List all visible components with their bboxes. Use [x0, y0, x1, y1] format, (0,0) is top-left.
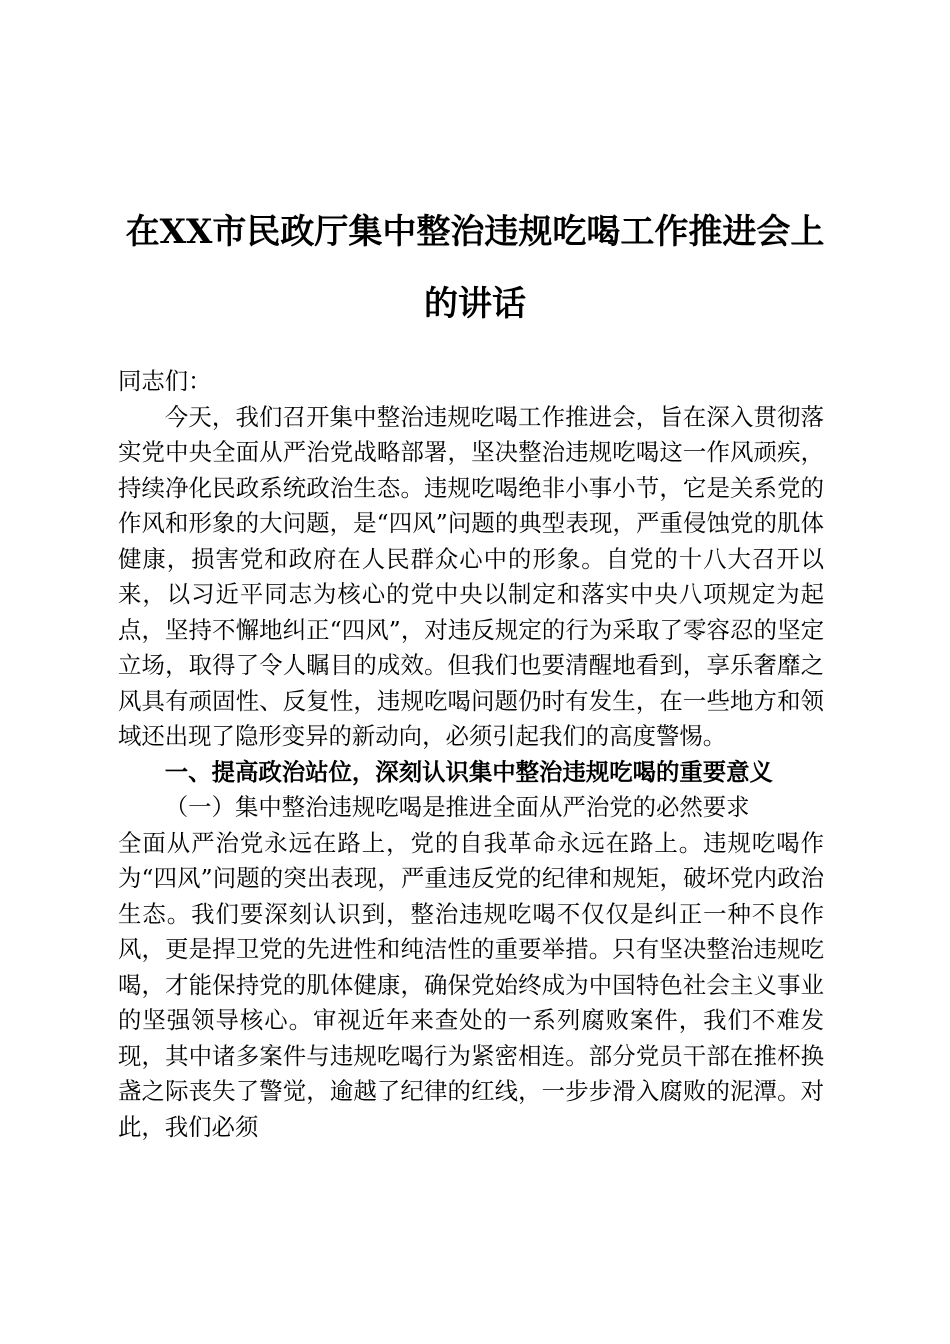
paragraph-intro: 今天，我们召开集中整治违规吃喝工作推进会，旨在深入贯彻落实党中央全面从严治党战略部署，坚决整治违规吃喝这一作风顽疾，持续净化民政系统政治生态。违规吃喝绝非小事小节，它是关系党的作风和形象的大问题，是“四风”问题的典型表现，严重侵蚀党的肌体健康，损害党和政府在人民群众心中的形象。自党的十八大召开以来，以习近平同志为核心的党中央以制定和落实中央八项规定为起点，坚持不懈地纠正“四风”，对违反规定的行为采取了零容忍的坚定立场，取得了令人瞩目的成效。但我们也要清醒地看到，享乐奢靡之风具有顽固性、反复性，违规吃喝问题仍时有发生，在一些地方和领域还出现了隐形变异的新动向，必须引起我们的高度警惕。 — [118, 402, 824, 750]
document-body — [118, 364, 824, 1145]
document-title: 在XX市民政厅集中整治违规吃喝工作推进会上的讲话 — [125, 212, 825, 324]
section-heading-1: 一、提高政治站位，深刻认识集中整治违规吃喝的重要意义 — [164, 757, 773, 786]
subsection-heading-1: （一）集中整治违规吃喝是推进全面从严治党的必然要求 — [164, 793, 750, 821]
salutation: 同志们： — [118, 367, 212, 395]
paragraph-body: 全面从严治党永远在路上，党的自我革命永远在路上。违规吃喝作为“四风”问题的突出表现，严重违反党的纪律和规矩，破坏党内政治生态。我们要深刻认识到，整治违规吃喝不仅仅是纠正一种不良作风，更是捍卫党的先进性和纯洁性的重要举措。只有坚决整治违规吃喝，才能保持党的肌体健康，确保党始终成为中国特色社会主义事业的坚强领导核心。审视近年来查处的一系列腐败案件，我们不难发现，其中诸多案件与违规吃喝行为紧密相连。部分党员干部在推杯换盏之际丧失了警觉，逾越了纪律的红线，一步步滑入腐败的泥潭。对此，我们必须 — [118, 828, 824, 1141]
